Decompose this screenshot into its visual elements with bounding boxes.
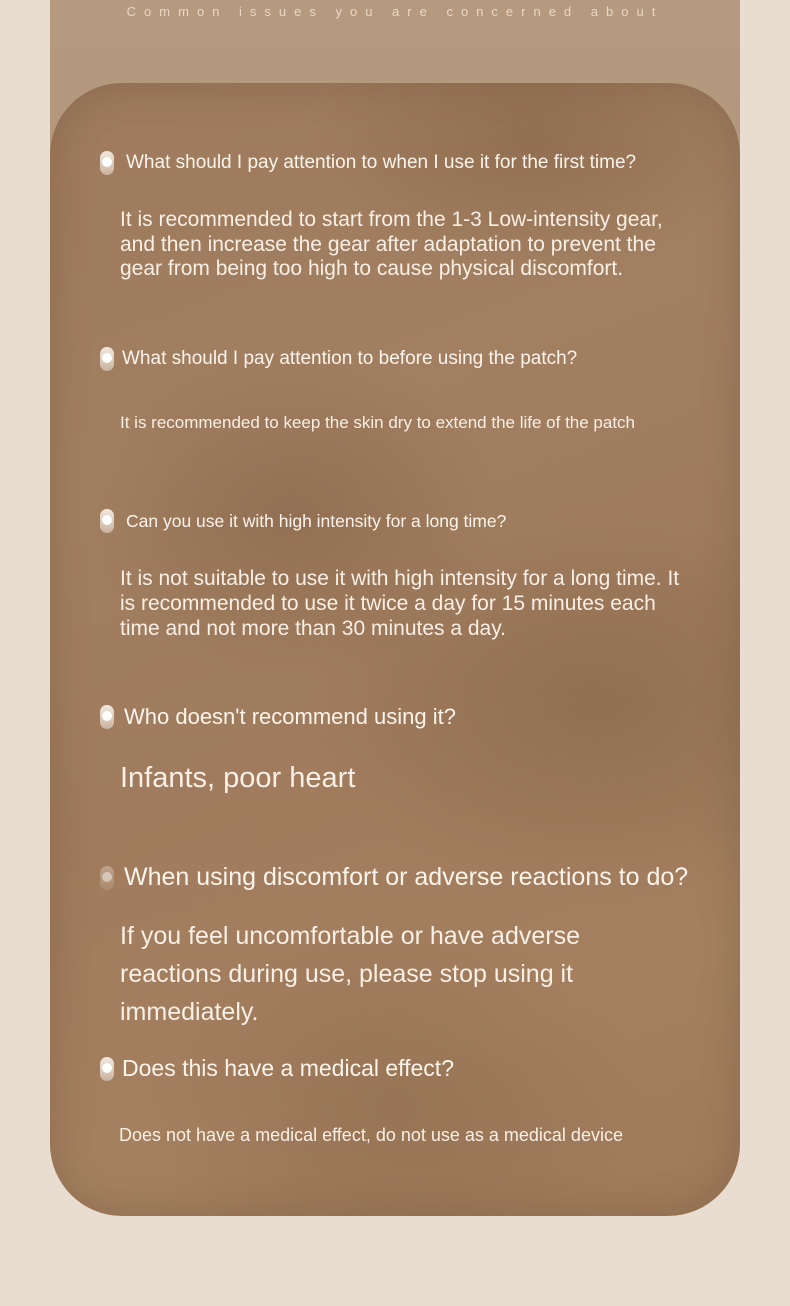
faq-question-1-text: What should I pay attention to when I use it for the first time? [126,152,637,173]
section-title: Common issues you are concerned about [126,4,664,19]
faq-question-2 [100,347,577,371]
capsule-bullet-icon [100,866,114,890]
faq-answer-1: It is recommended to start from the 1-3 Low-intensity gear, and then increase the gear after adaptation to prevent the gear from being too high to cause physical discomfort. [120,208,663,280]
faq-question-6-text: Does this have a medical effect? [122,1055,454,1081]
capsule-bullet-icon [100,509,114,533]
faq-card [50,83,740,1216]
faq-answer-5: If you feel uncomfortable or have adverse reactions during use, please stop using it immediately. [120,922,580,1026]
capsule-bullet-icon [100,347,114,371]
faq-answer-6: Does not have a medical effect, do not use as a medical device [119,1125,623,1145]
capsule-bullet-icon [100,705,114,729]
faq-question-4 [100,704,456,730]
faq-question-3-text: Can you use it with high intensity for a long time? [126,510,507,531]
faq-answer-4: Infants, poor heart [120,762,356,794]
faq-question-5-text: When using discomfort or adverse reactions to do? [124,863,689,891]
faq-question-6 [100,1055,454,1082]
faq-answer-3: It is not suitable to use it with high intensity for a long time. It is recommended to use it twice a day for 15 minutes each time and not more than 30 minutes a day. [120,567,680,640]
faq-answer-2: It is recommended to keep the skin dry to extend the life of the patch [120,413,636,432]
faq-question-1 [100,151,636,175]
capsule-bullet-icon [100,151,114,175]
capsule-bullet-icon [100,1057,114,1081]
faq-question-5 [100,863,688,892]
faq-question-3 [100,509,506,533]
faq-question-2-text: What should I pay attention to before using the patch? [122,348,578,369]
faq-question-4-text: Who doesn't recommend using it? [124,704,456,729]
